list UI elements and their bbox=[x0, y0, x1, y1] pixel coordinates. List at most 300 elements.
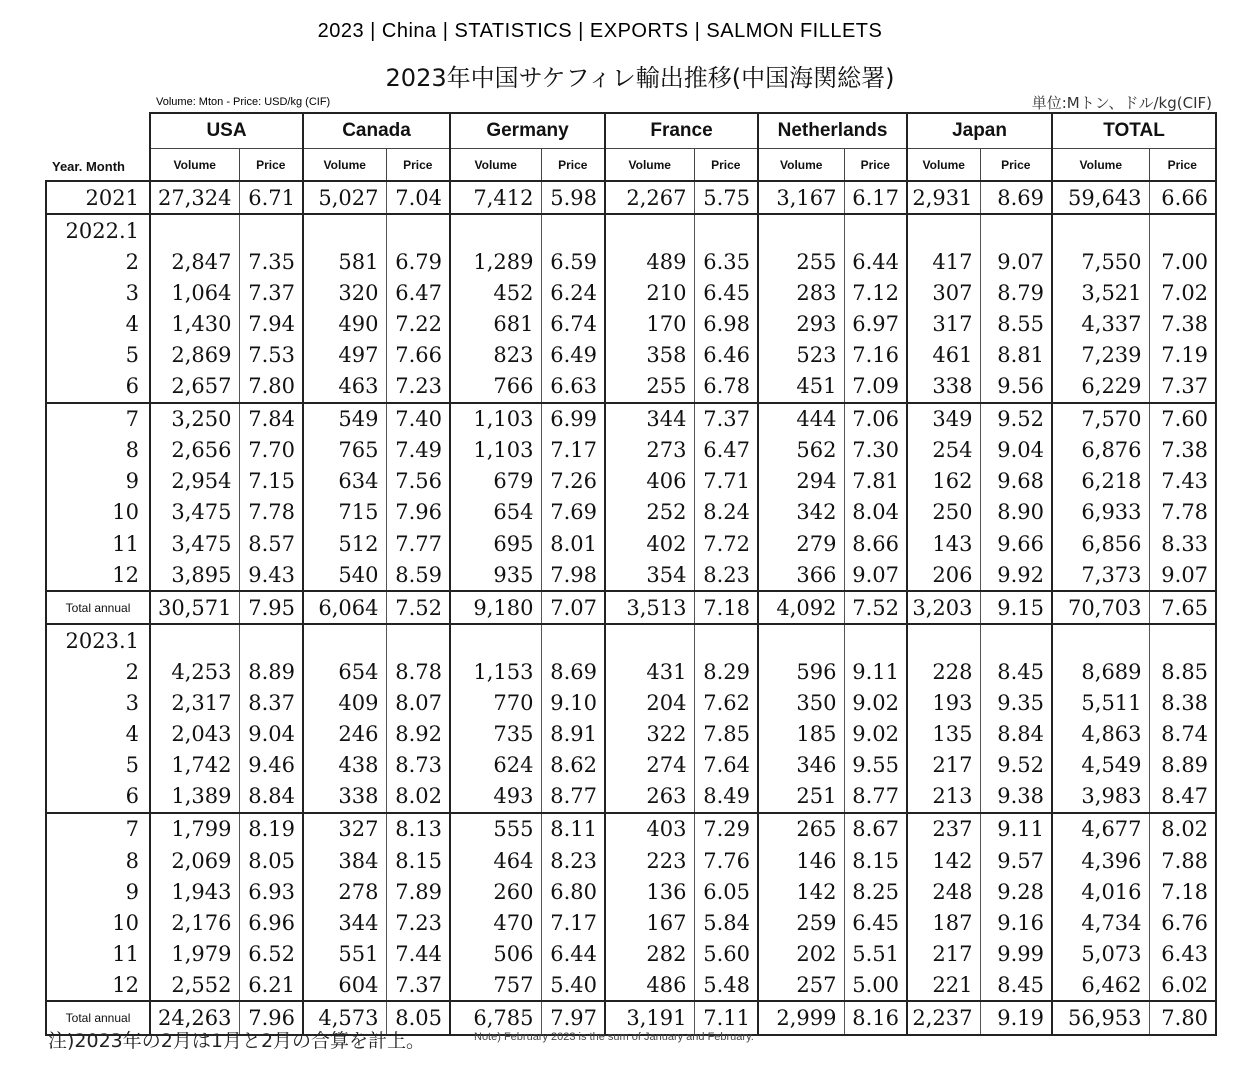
volume-cell: 512 bbox=[303, 528, 386, 559]
price-cell: 6.98 bbox=[694, 308, 758, 339]
price-cell: 8.38 bbox=[1149, 688, 1216, 719]
volume-cell: 3,167 bbox=[758, 181, 844, 214]
volume-cell: 2,043 bbox=[150, 719, 239, 750]
volume-cell: 259 bbox=[758, 907, 844, 938]
price-cell: 6.44 bbox=[844, 246, 907, 277]
price-cell: 8.74 bbox=[1149, 719, 1216, 750]
volume-header: Volume bbox=[150, 149, 239, 182]
volume-cell: 470 bbox=[450, 907, 541, 938]
volume-cell: 406 bbox=[605, 466, 694, 497]
price-cell: 8.81 bbox=[980, 339, 1052, 370]
volume-cell: 338 bbox=[303, 781, 386, 813]
volume-cell: 4,016 bbox=[1052, 876, 1149, 907]
volume-cell: 213 bbox=[907, 781, 980, 813]
price-cell: 6.99 bbox=[541, 403, 605, 435]
volume-header: Volume bbox=[605, 149, 694, 182]
volume-cell: 142 bbox=[758, 876, 844, 907]
volume-cell: 549 bbox=[303, 403, 386, 435]
price-cell: 8.77 bbox=[541, 781, 605, 813]
price-header: Price bbox=[541, 149, 605, 182]
volume-cell: 2,069 bbox=[150, 845, 239, 876]
table-row bbox=[46, 497, 1216, 528]
volume-cell: 735 bbox=[450, 719, 541, 750]
price-cell: 8.23 bbox=[694, 559, 758, 591]
volume-cell: 486 bbox=[605, 969, 694, 1001]
volume-cell: 251 bbox=[758, 781, 844, 813]
table-row bbox=[46, 181, 1216, 214]
price-cell: 7.37 bbox=[694, 403, 758, 435]
volume-cell: 2,237 bbox=[907, 1001, 980, 1034]
volume-cell: 265 bbox=[758, 813, 844, 845]
price-cell: 8.24 bbox=[694, 497, 758, 528]
price-cell: 8.89 bbox=[1149, 750, 1216, 781]
price-cell: 5.51 bbox=[844, 938, 907, 969]
price-cell: 6.44 bbox=[541, 938, 605, 969]
price-cell: 6.71 bbox=[239, 181, 303, 214]
volume-cell: 4,734 bbox=[1052, 907, 1149, 938]
volume-cell: 679 bbox=[450, 466, 541, 497]
country-header: USA bbox=[150, 113, 303, 149]
price-cell: 7.81 bbox=[844, 466, 907, 497]
volume-cell: 1,430 bbox=[150, 308, 239, 339]
country-header: France bbox=[605, 113, 758, 149]
volume-cell bbox=[605, 624, 694, 656]
corner-cell bbox=[46, 113, 150, 149]
price-cell: 9.02 bbox=[844, 719, 907, 750]
row-label: 4 bbox=[46, 308, 150, 339]
price-cell: 8.69 bbox=[541, 656, 605, 687]
price-cell: 5.84 bbox=[694, 907, 758, 938]
price-cell: 7.94 bbox=[239, 308, 303, 339]
price-cell: 7.70 bbox=[239, 435, 303, 466]
volume-cell: 2,847 bbox=[150, 246, 239, 277]
volume-cell: 260 bbox=[450, 876, 541, 907]
price-cell: 7.78 bbox=[1149, 497, 1216, 528]
volume-cell: 2,931 bbox=[907, 181, 980, 214]
price-cell: 6.78 bbox=[694, 371, 758, 403]
price-header: Price bbox=[844, 149, 907, 182]
country-header: Germany bbox=[450, 113, 605, 149]
price-cell: 8.84 bbox=[980, 719, 1052, 750]
price-cell: 7.11 bbox=[694, 1001, 758, 1034]
volume-cell: 4,092 bbox=[758, 591, 844, 624]
volume-cell: 223 bbox=[605, 845, 694, 876]
volume-cell: 204 bbox=[605, 688, 694, 719]
price-cell: 7.65 bbox=[1149, 591, 1216, 624]
price-header: Price bbox=[980, 149, 1052, 182]
price-cell: 6.63 bbox=[541, 371, 605, 403]
price-cell: 7.40 bbox=[386, 403, 450, 435]
price-cell: 8.15 bbox=[844, 845, 907, 876]
price-cell: 7.80 bbox=[1149, 1001, 1216, 1034]
price-cell: 6.02 bbox=[1149, 969, 1216, 1001]
volume-cell bbox=[150, 624, 239, 656]
table-row bbox=[46, 624, 1216, 656]
units-label-japanese: 単位:Mトン、ドル/kg(CIF) bbox=[1031, 94, 1212, 112]
volume-header: Volume bbox=[303, 149, 386, 182]
volume-cell: 278 bbox=[303, 876, 386, 907]
volume-cell: 6,785 bbox=[450, 1001, 541, 1034]
volume-cell: 342 bbox=[758, 497, 844, 528]
price-cell: 7.43 bbox=[1149, 466, 1216, 497]
price-cell: 7.72 bbox=[694, 528, 758, 559]
price-cell bbox=[239, 214, 303, 246]
page-title-japanese: 2023年中国サケフィレ輸出推移(中国海関総署) bbox=[385, 64, 895, 92]
table-row bbox=[46, 466, 1216, 497]
table-row bbox=[46, 559, 1216, 591]
table-row bbox=[46, 371, 1216, 403]
table-row bbox=[46, 938, 1216, 969]
row-label: 8 bbox=[46, 845, 150, 876]
price-cell: 9.46 bbox=[239, 750, 303, 781]
price-cell: 8.49 bbox=[694, 781, 758, 813]
volume-cell: 464 bbox=[450, 845, 541, 876]
price-cell bbox=[694, 214, 758, 246]
volume-cell: 30,571 bbox=[150, 591, 239, 624]
price-cell: 7.18 bbox=[694, 591, 758, 624]
price-cell bbox=[239, 624, 303, 656]
price-cell: 7.38 bbox=[1149, 435, 1216, 466]
volume-cell: 765 bbox=[303, 435, 386, 466]
price-cell: 6.47 bbox=[694, 435, 758, 466]
subheader-row bbox=[46, 149, 1216, 182]
price-cell: 7.89 bbox=[386, 876, 450, 907]
volume-cell: 4,677 bbox=[1052, 813, 1149, 845]
price-cell: 5.60 bbox=[694, 938, 758, 969]
volume-cell bbox=[450, 214, 541, 246]
price-cell: 6.05 bbox=[694, 876, 758, 907]
volume-cell: 4,396 bbox=[1052, 845, 1149, 876]
volume-cell: 320 bbox=[303, 277, 386, 308]
volume-cell: 624 bbox=[450, 750, 541, 781]
volume-cell: 766 bbox=[450, 371, 541, 403]
price-cell: 8.85 bbox=[1149, 656, 1216, 687]
price-cell: 7.71 bbox=[694, 466, 758, 497]
volume-cell: 1,389 bbox=[150, 781, 239, 813]
price-cell: 7.06 bbox=[844, 403, 907, 435]
price-cell: 7.04 bbox=[386, 181, 450, 214]
volume-cell: 282 bbox=[605, 938, 694, 969]
volume-cell: 307 bbox=[907, 277, 980, 308]
price-cell: 7.37 bbox=[239, 277, 303, 308]
volume-cell: 349 bbox=[907, 403, 980, 435]
volume-cell: 715 bbox=[303, 497, 386, 528]
price-cell: 9.16 bbox=[980, 907, 1052, 938]
volume-cell: 8,689 bbox=[1052, 656, 1149, 687]
price-cell: 7.02 bbox=[1149, 277, 1216, 308]
volume-cell bbox=[758, 624, 844, 656]
price-cell: 9.07 bbox=[980, 246, 1052, 277]
price-cell: 8.47 bbox=[1149, 781, 1216, 813]
row-label: 2 bbox=[46, 246, 150, 277]
volume-cell: 346 bbox=[758, 750, 844, 781]
volume-cell: 274 bbox=[605, 750, 694, 781]
volume-cell: 409 bbox=[303, 688, 386, 719]
footnote-english: Note) February 2023 is the sum of January and February. bbox=[474, 1031, 754, 1043]
volume-cell: 3,475 bbox=[150, 528, 239, 559]
row-label: 7 bbox=[46, 403, 150, 435]
row-label: 10 bbox=[46, 497, 150, 528]
price-cell: 7.53 bbox=[239, 339, 303, 370]
volume-cell: 327 bbox=[303, 813, 386, 845]
price-cell: 8.01 bbox=[541, 528, 605, 559]
price-cell: 7.12 bbox=[844, 277, 907, 308]
volume-cell: 489 bbox=[605, 246, 694, 277]
table-row bbox=[46, 246, 1216, 277]
price-cell: 6.52 bbox=[239, 938, 303, 969]
volume-cell: 3,895 bbox=[150, 559, 239, 591]
price-cell: 7.23 bbox=[386, 907, 450, 938]
price-cell: 8.45 bbox=[980, 969, 1052, 1001]
price-cell bbox=[1149, 624, 1216, 656]
price-cell: 7.22 bbox=[386, 308, 450, 339]
price-cell: 8.79 bbox=[980, 277, 1052, 308]
price-cell: 7.62 bbox=[694, 688, 758, 719]
price-cell: 5.75 bbox=[694, 181, 758, 214]
volume-cell: 237 bbox=[907, 813, 980, 845]
volume-cell: 185 bbox=[758, 719, 844, 750]
volume-cell: 7,550 bbox=[1052, 246, 1149, 277]
price-header: Price bbox=[239, 149, 303, 182]
volume-cell: 2,869 bbox=[150, 339, 239, 370]
price-cell: 6.43 bbox=[1149, 938, 1216, 969]
volume-cell: 757 bbox=[450, 969, 541, 1001]
volume-cell: 170 bbox=[605, 308, 694, 339]
price-cell: 8.23 bbox=[541, 845, 605, 876]
volume-cell: 7,373 bbox=[1052, 559, 1149, 591]
volume-cell: 248 bbox=[907, 876, 980, 907]
table-row bbox=[46, 528, 1216, 559]
volume-cell: 4,863 bbox=[1052, 719, 1149, 750]
price-cell: 6.59 bbox=[541, 246, 605, 277]
price-cell: 8.78 bbox=[386, 656, 450, 687]
price-cell: 7.15 bbox=[239, 466, 303, 497]
price-cell: 6.46 bbox=[694, 339, 758, 370]
price-cell: 9.11 bbox=[844, 656, 907, 687]
table-row bbox=[46, 876, 1216, 907]
price-cell: 7.64 bbox=[694, 750, 758, 781]
price-cell: 6.93 bbox=[239, 876, 303, 907]
volume-cell: 6,856 bbox=[1052, 528, 1149, 559]
volume-cell: 1,103 bbox=[450, 403, 541, 435]
price-cell: 7.95 bbox=[239, 591, 303, 624]
row-label: 9 bbox=[46, 466, 150, 497]
price-cell: 7.96 bbox=[239, 1001, 303, 1034]
table-row bbox=[46, 719, 1216, 750]
price-cell: 6.21 bbox=[239, 969, 303, 1001]
page-title: 2023 | China | STATISTICS | EXPORTS | SALMON FILLETS bbox=[317, 20, 883, 42]
table-row bbox=[46, 277, 1216, 308]
price-cell: 8.37 bbox=[239, 688, 303, 719]
price-cell: 9.15 bbox=[980, 591, 1052, 624]
volume-cell: 7,412 bbox=[450, 181, 541, 214]
row-label: 6 bbox=[46, 371, 150, 403]
table-row bbox=[46, 435, 1216, 466]
price-cell: 7.38 bbox=[1149, 308, 1216, 339]
price-cell bbox=[980, 214, 1052, 246]
volume-cell bbox=[907, 624, 980, 656]
volume-cell: 4,337 bbox=[1052, 308, 1149, 339]
volume-cell: 354 bbox=[605, 559, 694, 591]
price-cell: 7.00 bbox=[1149, 246, 1216, 277]
country-header: TOTAL bbox=[1052, 113, 1216, 149]
volume-cell: 1,103 bbox=[450, 435, 541, 466]
table-row bbox=[46, 308, 1216, 339]
volume-cell: 4,253 bbox=[150, 656, 239, 687]
volume-cell: 540 bbox=[303, 559, 386, 591]
volume-cell: 506 bbox=[450, 938, 541, 969]
table-row bbox=[46, 813, 1216, 845]
price-cell: 6.45 bbox=[844, 907, 907, 938]
price-cell: 9.92 bbox=[980, 559, 1052, 591]
price-cell: 7.30 bbox=[844, 435, 907, 466]
price-cell: 7.49 bbox=[386, 435, 450, 466]
volume-cell: 263 bbox=[605, 781, 694, 813]
price-cell: 6.17 bbox=[844, 181, 907, 214]
volume-header: Volume bbox=[907, 149, 980, 182]
price-cell: 7.29 bbox=[694, 813, 758, 845]
price-cell: 8.04 bbox=[844, 497, 907, 528]
volume-cell: 1,979 bbox=[150, 938, 239, 969]
volume-cell: 1,289 bbox=[450, 246, 541, 277]
price-cell: 7.52 bbox=[844, 591, 907, 624]
volume-cell: 770 bbox=[450, 688, 541, 719]
volume-cell: 5,027 bbox=[303, 181, 386, 214]
price-cell: 8.91 bbox=[541, 719, 605, 750]
volume-cell: 70,703 bbox=[1052, 591, 1149, 624]
price-cell bbox=[541, 624, 605, 656]
price-cell: 6.66 bbox=[1149, 181, 1216, 214]
price-cell: 9.19 bbox=[980, 1001, 1052, 1034]
price-cell: 8.05 bbox=[239, 845, 303, 876]
price-cell: 8.92 bbox=[386, 719, 450, 750]
volume-cell: 5,073 bbox=[1052, 938, 1149, 969]
volume-cell: 3,250 bbox=[150, 403, 239, 435]
price-cell: 8.84 bbox=[239, 781, 303, 813]
volume-cell: 6,064 bbox=[303, 591, 386, 624]
price-cell: 7.37 bbox=[1149, 371, 1216, 403]
table-row bbox=[46, 656, 1216, 687]
price-cell: 5.40 bbox=[541, 969, 605, 1001]
volume-cell: 228 bbox=[907, 656, 980, 687]
price-cell: 7.23 bbox=[386, 371, 450, 403]
price-cell: 7.84 bbox=[239, 403, 303, 435]
price-cell: 9.04 bbox=[980, 435, 1052, 466]
price-cell: 8.33 bbox=[1149, 528, 1216, 559]
volume-cell: 9,180 bbox=[450, 591, 541, 624]
price-cell: 8.73 bbox=[386, 750, 450, 781]
country-header: Canada bbox=[303, 113, 450, 149]
volume-cell: 252 bbox=[605, 497, 694, 528]
volume-cell: 254 bbox=[907, 435, 980, 466]
volume-cell: 4,549 bbox=[1052, 750, 1149, 781]
volume-cell bbox=[303, 624, 386, 656]
price-cell: 7.07 bbox=[541, 591, 605, 624]
volume-cell: 463 bbox=[303, 371, 386, 403]
price-cell bbox=[541, 214, 605, 246]
price-cell: 8.66 bbox=[844, 528, 907, 559]
price-header: Price bbox=[694, 149, 758, 182]
row-label: 6 bbox=[46, 781, 150, 813]
price-cell: 9.99 bbox=[980, 938, 1052, 969]
volume-cell: 444 bbox=[758, 403, 844, 435]
row-label: 2022.1 bbox=[46, 214, 150, 246]
price-cell: 8.69 bbox=[980, 181, 1052, 214]
volume-cell: 257 bbox=[758, 969, 844, 1001]
row-label: 4 bbox=[46, 719, 150, 750]
price-cell: 7.88 bbox=[1149, 845, 1216, 876]
price-cell bbox=[694, 624, 758, 656]
price-cell: 7.78 bbox=[239, 497, 303, 528]
price-cell: 8.29 bbox=[694, 656, 758, 687]
price-cell: 8.59 bbox=[386, 559, 450, 591]
volume-cell: 167 bbox=[605, 907, 694, 938]
volume-cell: 206 bbox=[907, 559, 980, 591]
volume-cell: 7,239 bbox=[1052, 339, 1149, 370]
price-cell: 7.60 bbox=[1149, 403, 1216, 435]
volume-cell: 202 bbox=[758, 938, 844, 969]
volume-cell: 654 bbox=[303, 656, 386, 687]
volume-cell: 279 bbox=[758, 528, 844, 559]
volume-cell: 358 bbox=[605, 339, 694, 370]
volume-cell: 604 bbox=[303, 969, 386, 1001]
price-cell: 7.69 bbox=[541, 497, 605, 528]
volume-cell: 273 bbox=[605, 435, 694, 466]
footnote-japanese: 注)2023年の2月は1月と2月の合算を計上。 bbox=[48, 1030, 426, 1052]
volume-cell: 1,943 bbox=[150, 876, 239, 907]
price-cell: 8.67 bbox=[844, 813, 907, 845]
volume-cell: 193 bbox=[907, 688, 980, 719]
price-cell: 7.56 bbox=[386, 466, 450, 497]
year-month-header: Year. Month bbox=[52, 159, 125, 174]
volume-cell: 581 bbox=[303, 246, 386, 277]
price-cell: 8.15 bbox=[386, 845, 450, 876]
volume-cell: 142 bbox=[907, 845, 980, 876]
volume-cell: 221 bbox=[907, 969, 980, 1001]
price-cell: 8.19 bbox=[239, 813, 303, 845]
volume-cell bbox=[303, 214, 386, 246]
table-row bbox=[46, 403, 1216, 435]
price-cell: 7.09 bbox=[844, 371, 907, 403]
price-cell: 5.98 bbox=[541, 181, 605, 214]
price-cell: 7.19 bbox=[1149, 339, 1216, 370]
volume-cell: 146 bbox=[758, 845, 844, 876]
volume-cell: 2,267 bbox=[605, 181, 694, 214]
price-cell: 7.52 bbox=[386, 591, 450, 624]
price-cell: 9.02 bbox=[844, 688, 907, 719]
price-cell: 8.55 bbox=[980, 308, 1052, 339]
price-cell: 8.11 bbox=[541, 813, 605, 845]
price-cell: 7.76 bbox=[694, 845, 758, 876]
volume-cell: 490 bbox=[303, 308, 386, 339]
price-cell: 9.38 bbox=[980, 781, 1052, 813]
price-cell: 7.80 bbox=[239, 371, 303, 403]
volume-cell: 59,643 bbox=[1052, 181, 1149, 214]
price-cell: 7.85 bbox=[694, 719, 758, 750]
volume-cell: 344 bbox=[303, 907, 386, 938]
price-cell: 9.43 bbox=[239, 559, 303, 591]
volume-cell: 551 bbox=[303, 938, 386, 969]
volume-cell: 217 bbox=[907, 938, 980, 969]
volume-cell: 497 bbox=[303, 339, 386, 370]
price-header: Price bbox=[386, 149, 450, 182]
price-cell: 7.98 bbox=[541, 559, 605, 591]
price-cell: 6.35 bbox=[694, 246, 758, 277]
volume-cell: 2,552 bbox=[150, 969, 239, 1001]
volume-cell: 255 bbox=[605, 371, 694, 403]
price-cell: 9.56 bbox=[980, 371, 1052, 403]
volume-cell: 681 bbox=[450, 308, 541, 339]
